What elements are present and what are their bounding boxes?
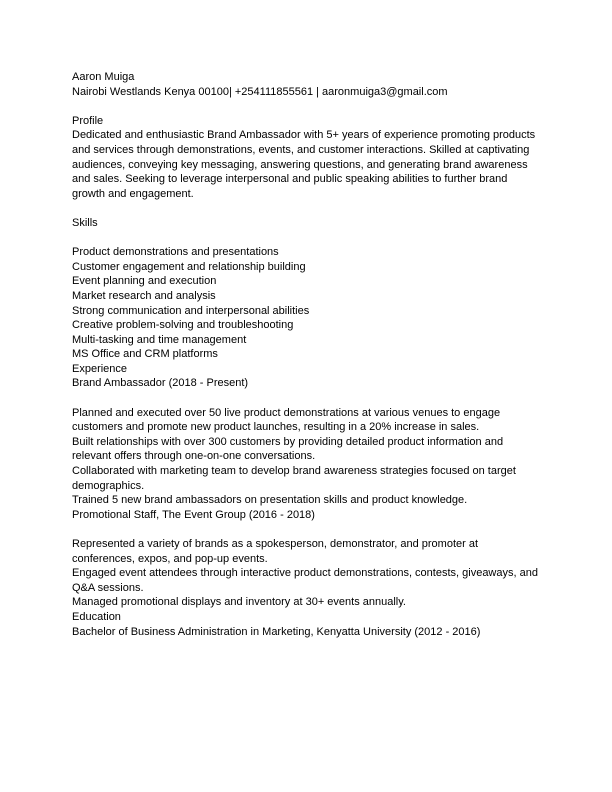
- spacer: [72, 99, 542, 114]
- skill-item: Multi-tasking and time management: [72, 333, 247, 346]
- spacer: [72, 231, 542, 246]
- education-entry: Bachelor of Business Administration in Marketing, Kenyatta University (2012 - 2016): [72, 625, 481, 638]
- skill-item: MS Office and CRM platforms: [72, 348, 218, 361]
- experience-heading: Experience: [72, 362, 128, 375]
- job-title: Promotional Staff, The Event Group (2016 - 2018): [72, 508, 315, 521]
- spacer: [72, 522, 542, 537]
- spacer: [72, 201, 542, 216]
- profile-summary: Dedicated and enthusiastic Brand Ambassador with 5+ years of experience promoting products and services through demonstrations, events, and customer interactions. Skilled at captivating audiences, conveying key messaging, answering questions, and generating brand awareness and sales. Seeking to leverage interpersonal and public speaking abilities to further brand growth and engagement.: [72, 129, 536, 200]
- resume-document: [72, 70, 542, 639]
- profile-heading: Profile: [72, 114, 104, 127]
- job-bullet: Trained 5 new brand ambassadors on presentation skills and product knowledge.: [72, 494, 468, 507]
- skills-heading: Skills: [72, 216, 98, 229]
- skill-item: Customer engagement and relationship building: [72, 260, 306, 273]
- job-bullet: Collaborated with marketing team to develop brand awareness strategies focused on target demographics.: [72, 465, 516, 492]
- job-bullet: Planned and executed over 50 live product demonstrations at various venues to engage customers and promote new product launches, resulting in a 20% increase in sales.: [72, 406, 501, 434]
- spacer: [72, 391, 542, 406]
- candidate-name: Aaron Muiga: [72, 71, 135, 83]
- skill-item: Creative problem-solving and troubleshooting: [72, 319, 294, 332]
- job-bullet: Built relationships with over 300 customers by providing detailed product information and relevant offers through one-on-one conversations.: [72, 435, 504, 463]
- skill-item: Product demonstrations and presentations: [72, 246, 279, 259]
- job-bullet: Engaged event attendees through interactive product demonstrations, contests, giveaways, and Q&A sessions.: [72, 567, 538, 594]
- job-bullet: Represented a variety of brands as a spokesperson, demonstrator, and promoter at conferences, expos, and pop-up events.: [72, 538, 479, 565]
- skill-item: Market research and analysis: [72, 289, 216, 302]
- skill-item: Event planning and execution: [72, 275, 217, 288]
- contact-line: Nairobi Westlands Kenya 00100| +254111855561 | aaronmuiga3@gmail.com: [72, 85, 448, 98]
- education-heading: Education: [72, 610, 121, 623]
- job-title: Brand Ambassador (2018 - Present): [72, 377, 249, 390]
- skill-item: Strong communication and interpersonal abilities: [72, 304, 310, 317]
- job-bullet: Managed promotional displays and inventory at 30+ events annually.: [72, 596, 406, 609]
